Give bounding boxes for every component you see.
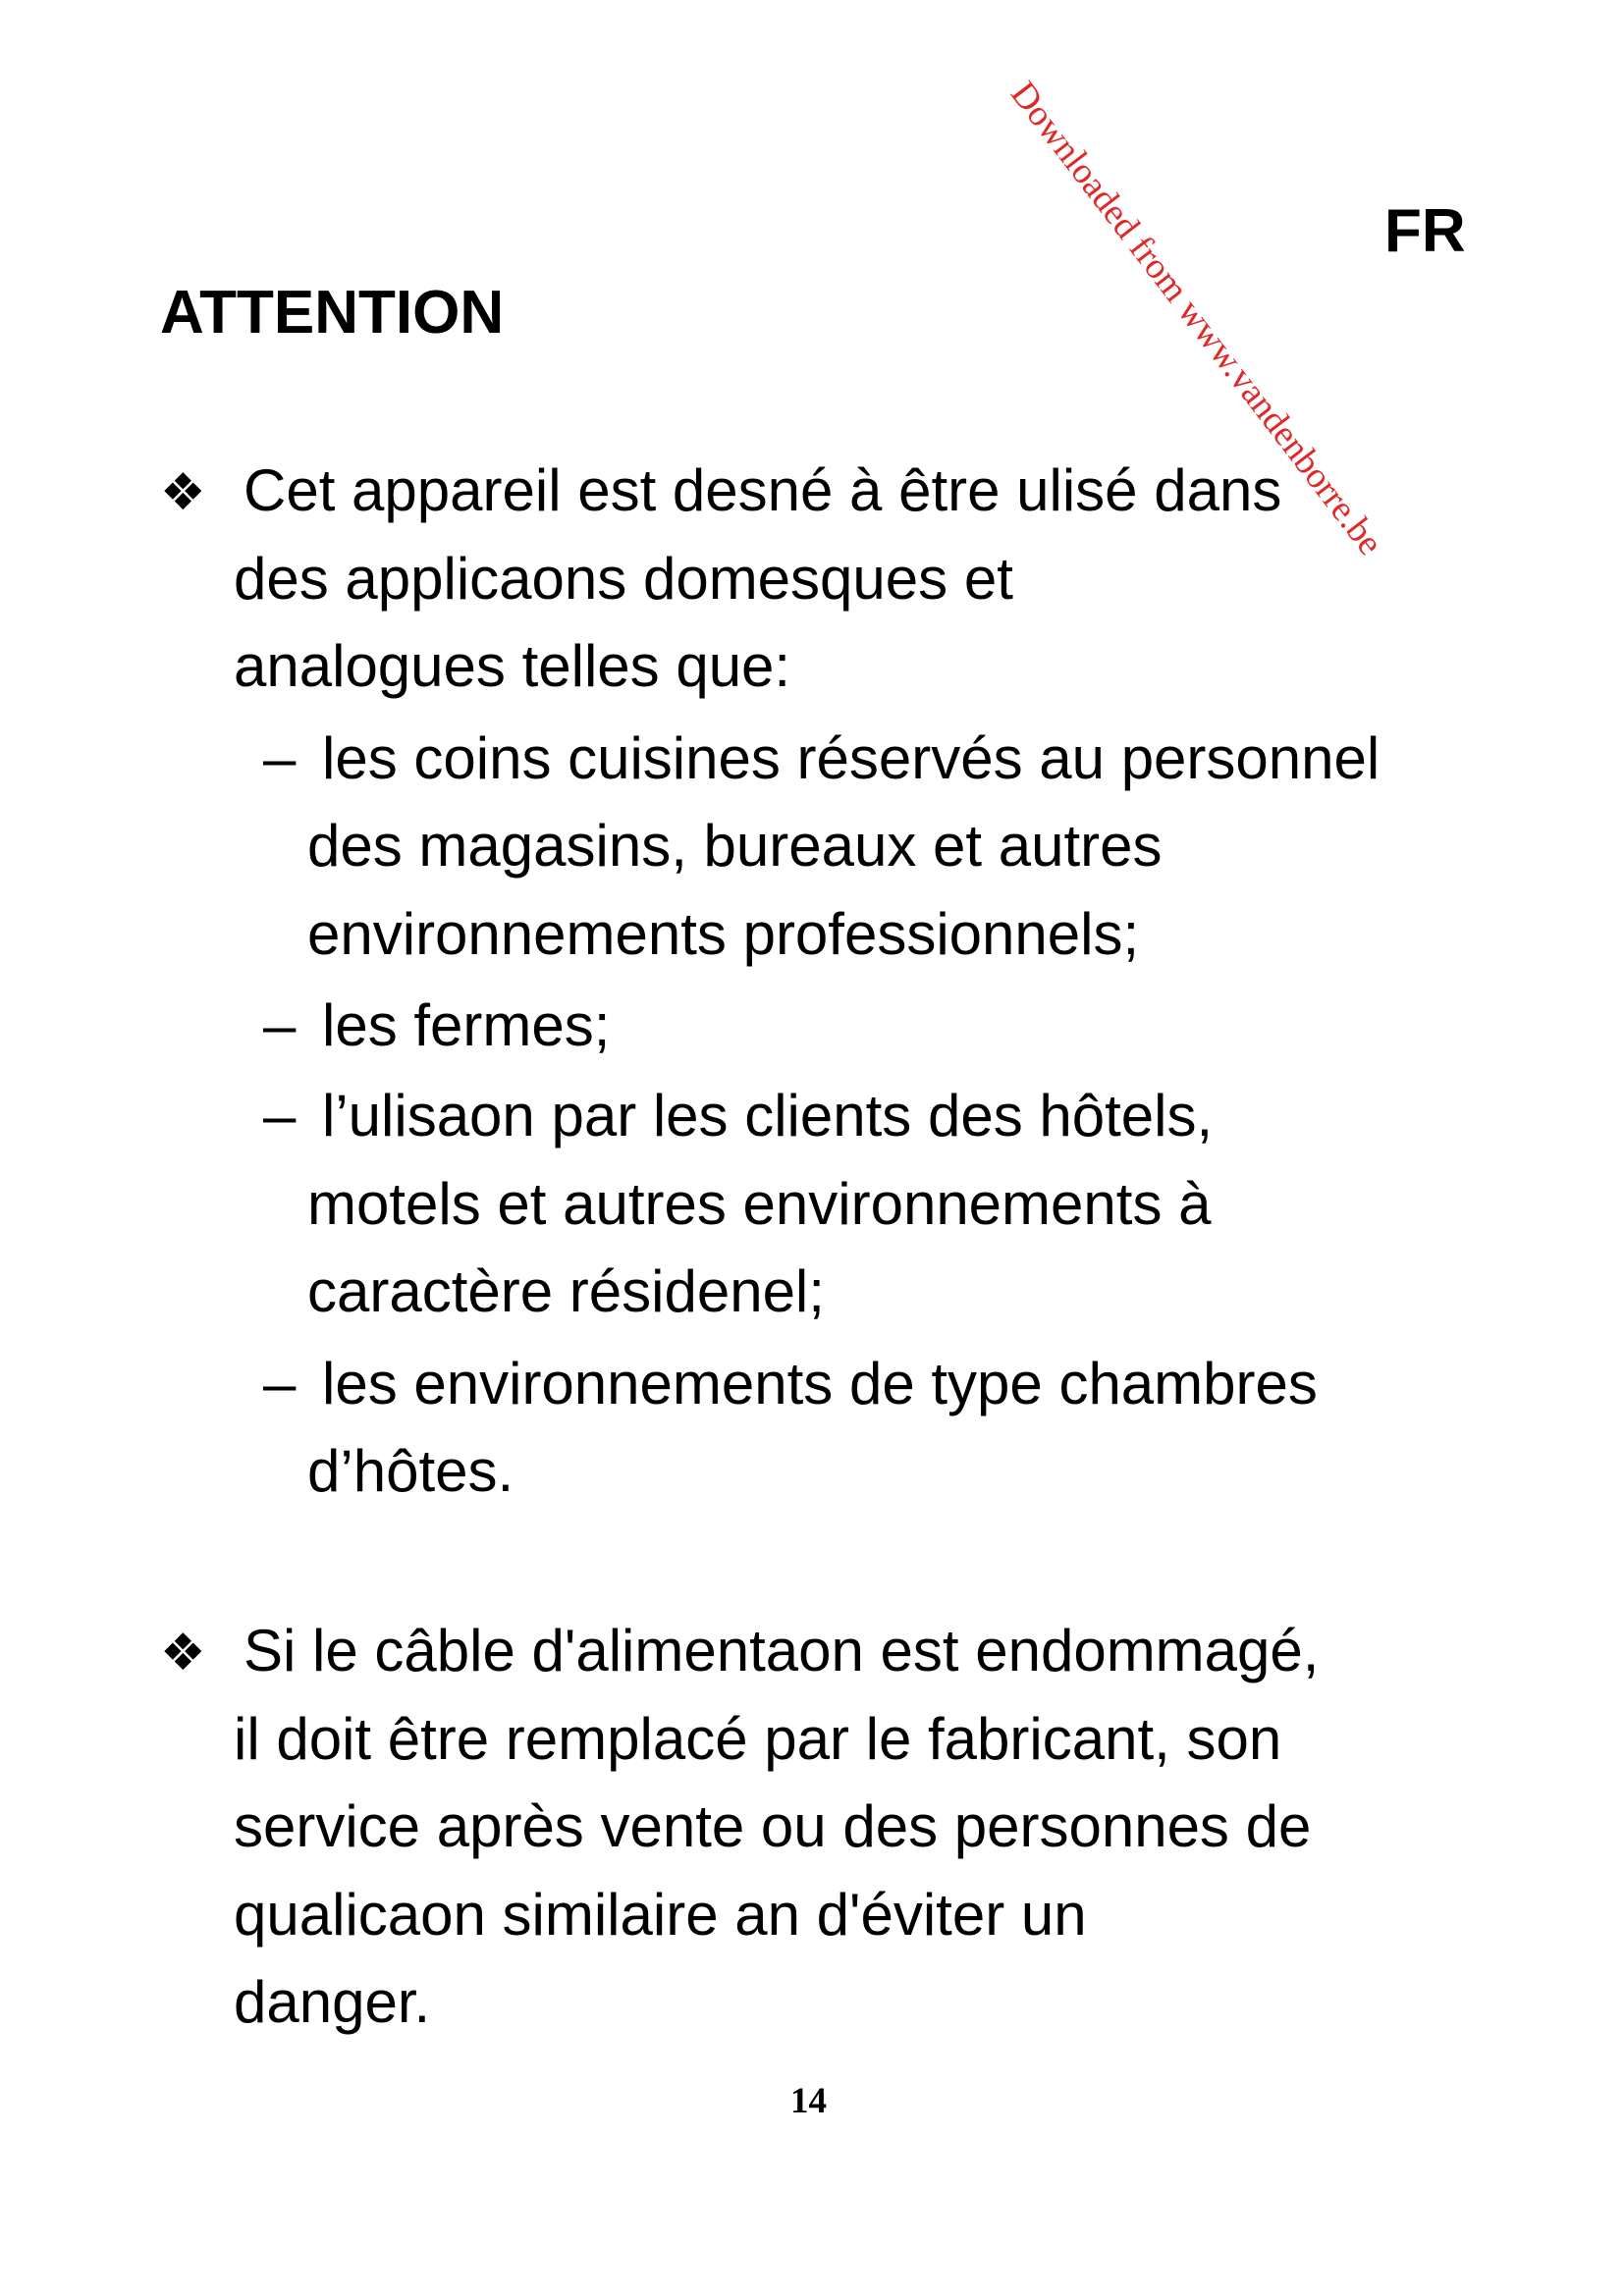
- page-title: ATTENTION: [160, 279, 505, 347]
- bullet-2-line-3: service après vente ou des personnes de: [234, 1793, 1312, 1859]
- bullet-1-line-1: Cet appareil est desné à être ulisé dans: [244, 457, 1282, 523]
- sub-item-3-line-2: motels et autres environnements à: [307, 1171, 1212, 1237]
- sub-item-4-line-1: les environnements de type chambres: [322, 1351, 1318, 1416]
- bullet-2-line-5: danger.: [234, 1969, 431, 2035]
- dash-icon: –: [263, 725, 297, 791]
- sub-item-4-line-2: d’hôtes.: [307, 1438, 514, 1504]
- bullet-icon: ❖: [160, 1625, 206, 1682]
- watermark: Downloaded from www.vandenborre.be: [1002, 74, 1391, 563]
- sub-item-2-line-1: les fermes;: [322, 992, 611, 1058]
- bullet-icon: ❖: [160, 464, 206, 521]
- sub-item-1-line-3: environnements professionnels;: [307, 901, 1140, 967]
- dash-icon: –: [263, 1351, 297, 1416]
- sub-item-1-line-1: les coins cuisines réservés au personnel: [322, 725, 1380, 791]
- bullet-2-line-4: qualicaon similaire an d'éviter un: [234, 1882, 1087, 1948]
- bullet-2-line-2: il doit être remplacé par le fabricant, son: [234, 1706, 1282, 1772]
- bullet-1-line-2: des applicaons domesques et: [234, 546, 1013, 612]
- sub-item-3-line-1: l’ulisaon par les clients des hôtels,: [322, 1083, 1214, 1148]
- dash-icon: –: [263, 992, 297, 1058]
- dash-icon: –: [263, 1083, 297, 1148]
- sub-item-1-line-2: des magasins, bureaux et autres: [307, 813, 1163, 879]
- bullet-1-line-3: analogues telles que:: [234, 633, 791, 699]
- language-tag: FR: [1384, 197, 1466, 265]
- sub-item-3-line-3: caractère résidenel;: [307, 1258, 825, 1324]
- bullet-2-line-1: Si le câble d'alimentaon est endommagé,: [244, 1618, 1320, 1683]
- page-number: 14: [790, 2081, 827, 2121]
